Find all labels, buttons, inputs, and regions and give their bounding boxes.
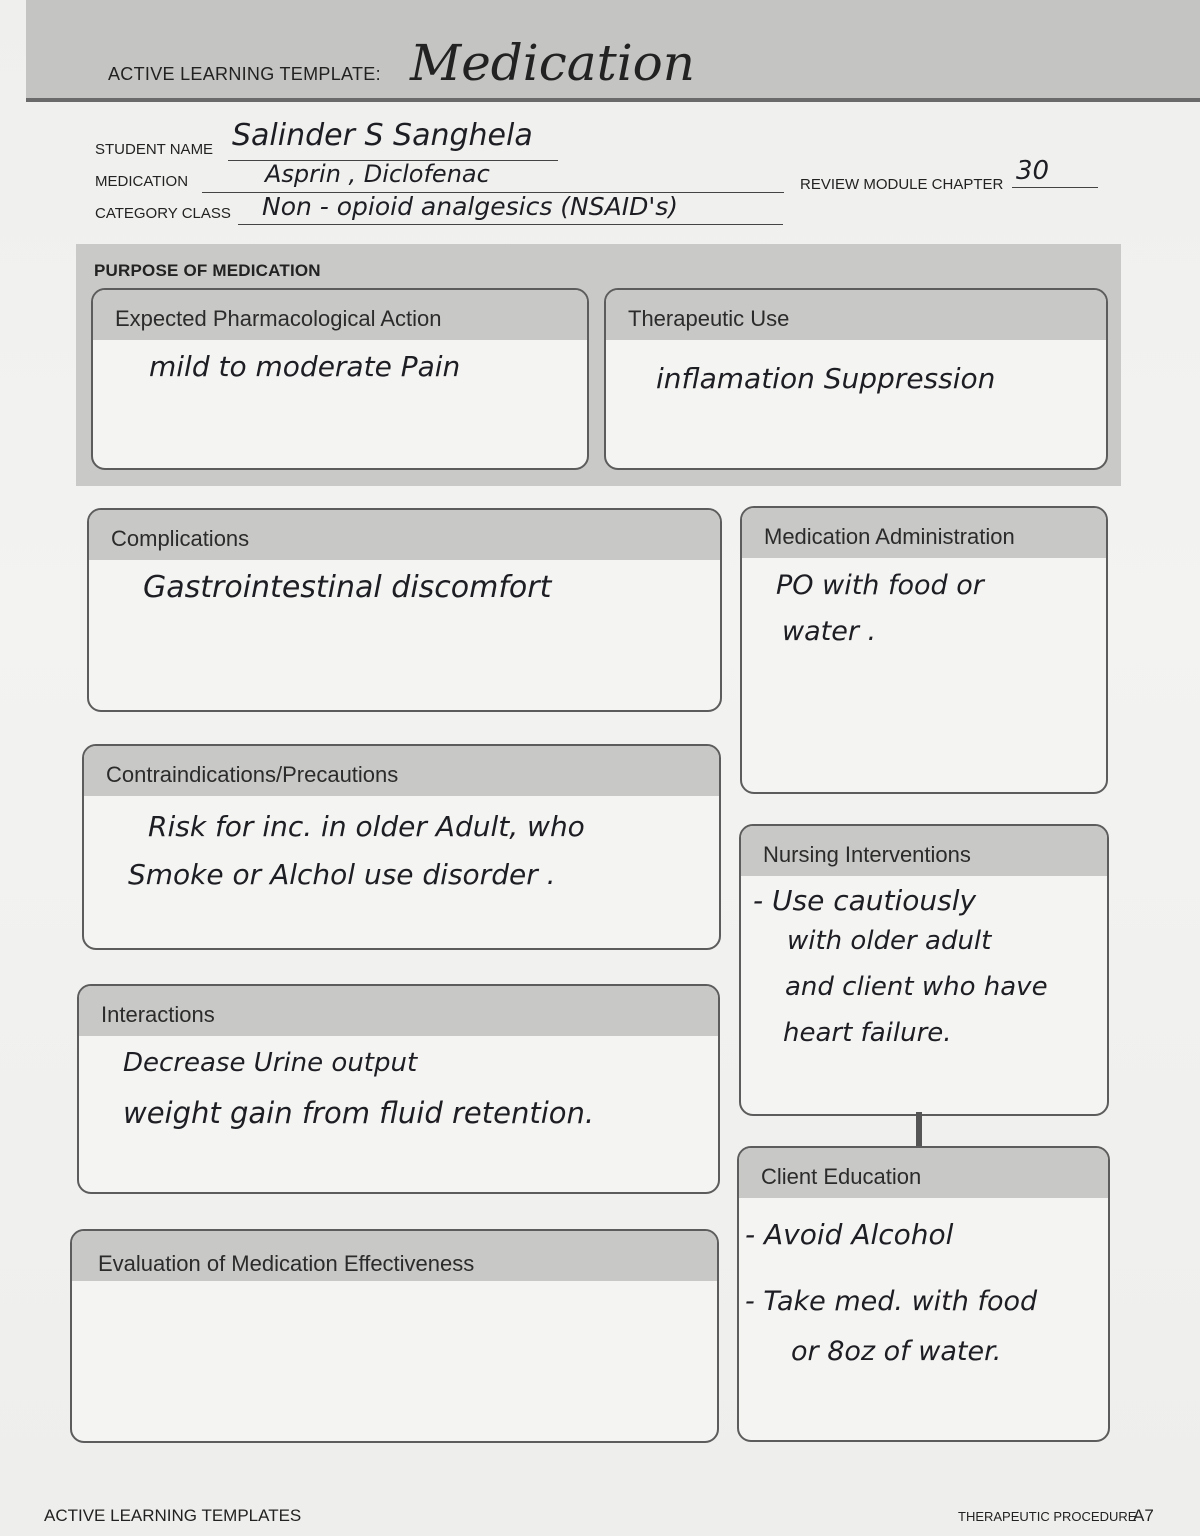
client-education-text-3: or 8oz of water. xyxy=(791,1336,1002,1367)
interactions-text-1: Decrease Urine output xyxy=(123,1048,418,1078)
therapeutic-use-text: inflamation Suppression xyxy=(656,362,996,395)
interactions-title: Interactions xyxy=(101,1002,215,1027)
nursing-interventions-title: Nursing Interventions xyxy=(763,842,971,867)
review-module-label: REVIEW MODULE CHAPTER xyxy=(800,176,1004,193)
evaluation-box[interactable] xyxy=(70,1229,719,1443)
purpose-title: PURPOSE OF MEDICATION xyxy=(94,261,321,280)
client-education-text-2: - Take med. with food xyxy=(745,1286,1038,1317)
complications-title: Complications xyxy=(111,526,250,551)
template-title: Medication xyxy=(410,34,695,92)
review-module-line xyxy=(1012,187,1098,188)
student-name-value[interactable]: Salinder S Sanghela xyxy=(232,118,533,153)
administration-text-2: water . xyxy=(782,616,877,647)
footer-right-text: THERAPEUTIC PROCEDURE xyxy=(958,1509,1137,1524)
expected-action-box[interactable] xyxy=(91,288,589,470)
client-education-text-1: - Avoid Alcohol xyxy=(745,1218,954,1251)
expected-action-title: Expected Pharmacological Action xyxy=(115,306,442,331)
nursing-interventions-box[interactable] xyxy=(739,824,1109,1116)
page-number: A7 xyxy=(1133,1506,1154,1525)
complications-box[interactable] xyxy=(87,508,722,712)
contraindications-title: Contraindications/Precautions xyxy=(106,762,399,787)
interactions-box[interactable] xyxy=(77,984,720,1194)
category-class-label: CATEGORY CLASS xyxy=(95,205,231,222)
category-class-value[interactable]: Non - opioid analgesics (NSAID's) xyxy=(262,192,678,221)
footer-left-text: ACTIVE LEARNING TEMPLATES xyxy=(44,1506,302,1525)
nursing-interventions-text-3: and client who have xyxy=(785,972,1048,1002)
therapeutic-use-title: Therapeutic Use xyxy=(628,306,790,331)
medication-value[interactable]: Asprin , Diclofenac xyxy=(265,160,490,188)
contraindications-box[interactable] xyxy=(82,744,721,950)
student-name-label: STUDENT NAME xyxy=(95,141,214,158)
complications-text: Gastrointestinal discomfort xyxy=(143,570,552,605)
client-education-title: Client Education xyxy=(761,1164,922,1189)
expected-action-text: mild to moderate Pain xyxy=(149,350,461,383)
contraindications-text-2: Smoke or Alchol use disorder . xyxy=(128,858,556,891)
evaluation-title: Evaluation of Medication Effectiveness xyxy=(98,1251,475,1276)
nursing-interventions-text-4: heart failure. xyxy=(783,1018,952,1048)
administration-text-1: PO with food or xyxy=(776,570,984,601)
administration-title: Medication Administration xyxy=(764,524,1015,549)
client-education-box[interactable] xyxy=(737,1146,1110,1442)
medication-label: MEDICATION xyxy=(95,173,189,190)
nursing-interventions-text-2: with older adult xyxy=(787,926,992,956)
contraindications-text-1: Risk for inc. in older Adult, who xyxy=(148,810,585,843)
template-label: ACTIVE LEARNING TEMPLATE: xyxy=(108,64,381,84)
category-class-line xyxy=(238,224,783,225)
connector-line xyxy=(916,1112,922,1146)
review-module-value[interactable]: 30 xyxy=(1016,156,1050,186)
therapeutic-use-box[interactable] xyxy=(604,288,1108,470)
administration-box[interactable] xyxy=(740,506,1108,794)
nursing-interventions-text-1: - Use cautiously xyxy=(753,884,977,917)
interactions-text-2: weight gain from fluid retention. xyxy=(123,1096,595,1130)
